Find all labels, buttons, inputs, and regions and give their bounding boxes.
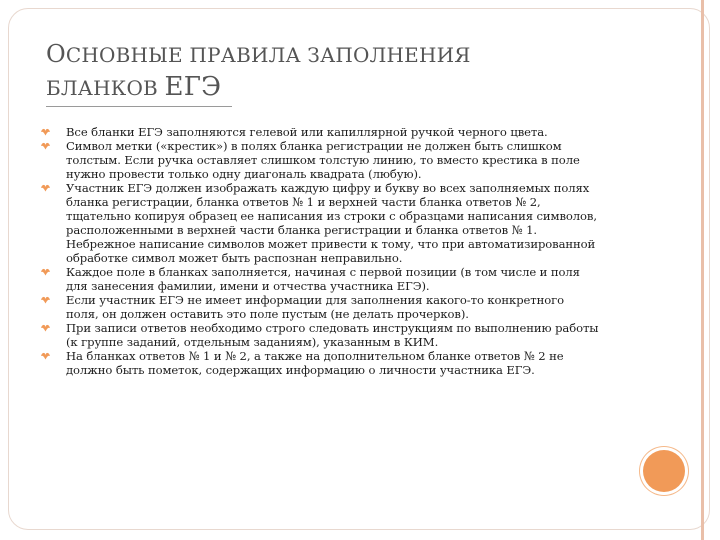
slide-title-line-2-big: ЕГЭ: [164, 72, 222, 102]
decorative-circle: [643, 450, 685, 492]
bullet-item: [40, 293, 600, 321]
bullet-text: Каждое поле в бланках заполняется, начиная с первой позиции (в том числе и поля для занесения фамилии, имени и отчества участника ЕГЭ).: [66, 265, 580, 293]
bullet-item: [40, 125, 600, 139]
bullet-text: Если участник ЕГЭ не имеет информации для заполнения какого-то конкретного поля, он должен оставить это поле пустым (не делать прочерков).: [66, 293, 564, 321]
bullet-item: [40, 321, 600, 349]
bullet-text: Символ метки («крестик») в полях бланка регистрации не должен быть слишком толстым. Если ручка оставляет слишком толстую линию, то вместо крестика в поле нужно провести только одну диагональ квадрата (любую).: [66, 139, 580, 181]
bullet-text: Участник ЕГЭ должен изображать каждую цифру и букву во всех заполняемых полях бланка регистрации, бланка ответов № 1 и верхней части бланка ответов № 2, тщательно копируя образец ее написания из строки с образцами написания символов, расположенными в верхней части бланка регистрации и бланка ответов № 1. Небрежное написание символов может привести к тому, что при автоматизированной обработке символ может быть распознан неправильно.: [66, 181, 597, 265]
slide-title-line-2-prefix: БЛАНКОВ: [46, 76, 158, 100]
fleuron-icon: [40, 295, 51, 304]
fleuron-icon: [40, 127, 51, 136]
fleuron-icon: [40, 183, 51, 192]
bullet-list: [40, 125, 600, 377]
fleuron-icon: [40, 323, 51, 332]
fleuron-icon: [40, 141, 51, 150]
slide-title-line-2: [46, 71, 646, 104]
bullet-text: При записи ответов необходимо строго следовать инструкциям по выполнению работы (к группе заданий, отдельным заданиям), указанным в КИМ.: [66, 321, 599, 349]
bullet-text: Все бланки ЕГЭ заполняются гелевой или капиллярной ручкой черного цвета.: [66, 125, 548, 139]
fleuron-icon: [40, 351, 51, 360]
slide-title: [46, 38, 646, 104]
bullet-item: [40, 265, 600, 293]
bullet-text: На бланках ответов № 1 и № 2, а также на дополнительном бланке ответов № 2 не должно быть пометок, содержащих информацию о личности участника ЕГЭ.: [66, 349, 564, 377]
title-underline: [46, 106, 232, 107]
slide-title-line-1: ОСНОВНЫЕ ПРАВИЛА ЗАПОЛНЕНИЯ: [46, 40, 471, 68]
bullet-item: [40, 181, 600, 265]
bullet-item: [40, 349, 600, 377]
slide-edge-rule: [701, 0, 704, 540]
fleuron-icon: [40, 267, 51, 276]
bullet-item: [40, 139, 600, 181]
